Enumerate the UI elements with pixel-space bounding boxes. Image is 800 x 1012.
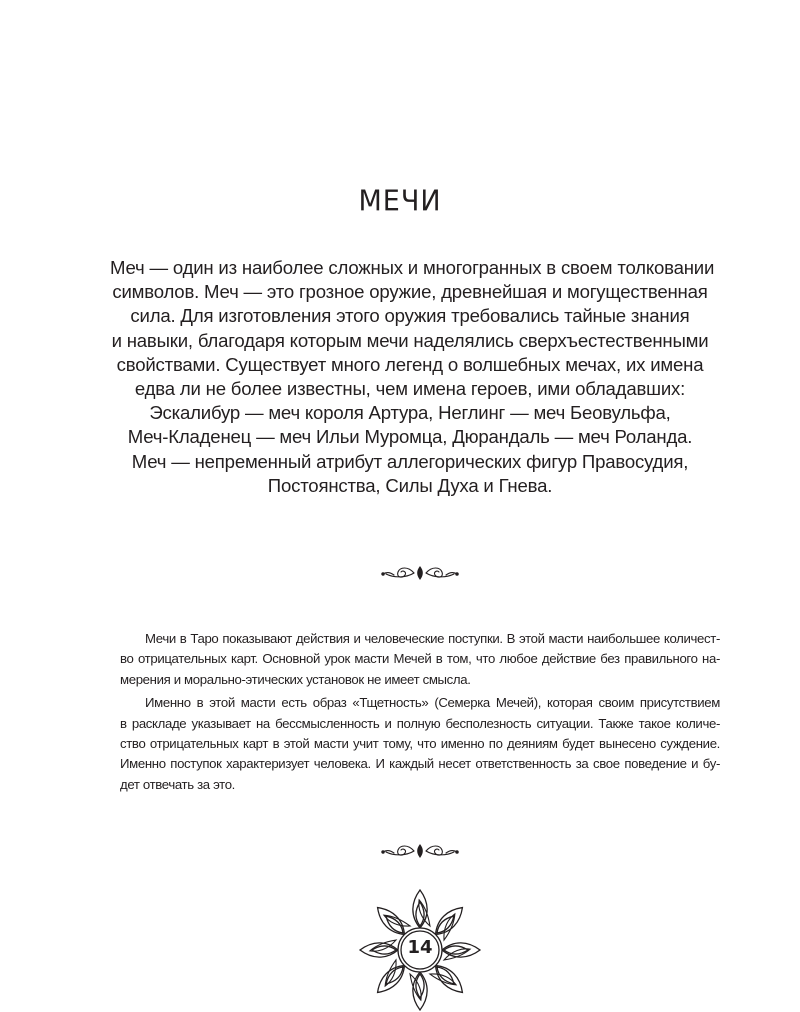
intro-paragraph (110, 256, 715, 498)
intro-line: Меч — один из наиболее сложных и многогранных в своем толковании (110, 257, 715, 278)
page-title: МЕЧИ (358, 185, 442, 218)
intro-line: Эскалибур — меч короля Артура, Неглинг — меч Беовульфа, (149, 402, 671, 424)
body-line: Именно поступок характеризует человека. И каждый несет ответственность за свое поведение и бу- (120, 756, 720, 772)
body-line: Именно в этой масти есть образ «Тщетность» (Семерка Мечей), которая своим присутствием (145, 695, 720, 711)
ornamental-divider-icon (380, 841, 460, 861)
body-line: Мечи в Таро показывают действия и человеческие поступки. В этой масти наибольшее количест- (145, 631, 720, 646)
body-text (120, 629, 720, 795)
intro-line: и навыки, благодаря которым мечи наделялись сверхъестественными (111, 329, 709, 351)
body-line: во отрицательных карт. Основной урок масти Мечей в том, что любое действие без правильного на- (120, 651, 720, 667)
intro-line: Постоянства, Силы Духа и Гнева. (267, 474, 553, 496)
body-line: ство отрицательных карт в этой масти учит тому, что именно по деяниям будет вынесено суждение. (120, 736, 720, 752)
body-line: мерения и морально-этических установок не имеет смысла. (120, 671, 471, 687)
intro-line: Меч — непременный атрибут аллегорических фигур Правосудия, (131, 450, 689, 472)
intro-line: сила. Для изготовления этого оружия требовались тайные знания (130, 305, 690, 327)
intro-line: едва ли не более известны, чем имена героев, ими обладавших: (134, 378, 686, 400)
body-line: дет отвечать за это. (120, 776, 235, 792)
ornamental-divider-icon (380, 563, 460, 583)
body-line: в раскладе указывает на бессмысленность и полную бесполезность ситуации. Также такое количе- (120, 715, 720, 731)
intro-line: символов. Меч — это грозное оружие, древнейшая и могущественная (112, 281, 708, 303)
intro-line: свойствами. Существует много легенд о волшебных мечах, их имена (116, 353, 704, 375)
page-number: 14 (407, 937, 433, 958)
intro-line: Меч-Кладенец — меч Ильи Муромца, Дюрандаль — меч Роланда. (127, 426, 693, 448)
